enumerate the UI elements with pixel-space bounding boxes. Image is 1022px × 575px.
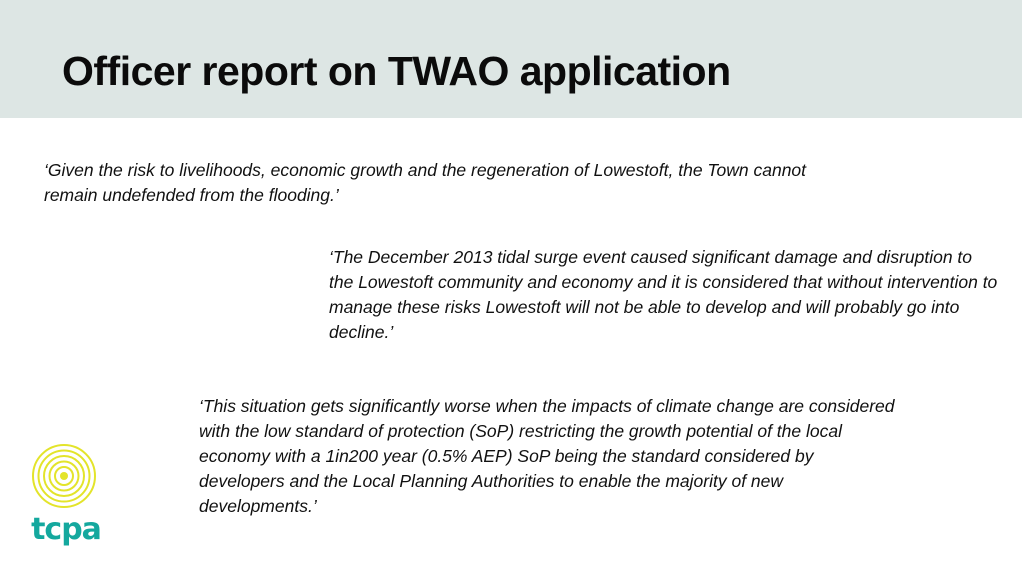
slide-title: Officer report on TWAO application <box>62 48 731 94</box>
quote-2: ‘The December 2013 tidal surge event caused significant damage and disruption to the Lowestoft community and economy and it is considered that without intervention to manage these risks Lowestoft will not be able to develop and will probably go into decline.’ <box>329 247 998 342</box>
tcpa-logo <box>26 440 106 552</box>
title-band <box>0 0 1022 118</box>
logo-wordmark: tcpa <box>31 512 101 547</box>
quote-3: ‘This situation gets significantly worse when the impacts of climate change are considered with the low standard of protection (SoP) restricting the growth potential of the local economy with a 1in200 year (0.5% AEP) SoP being the standard considered by developers and the Local Planning Authorities to enable the majority of new developments.’ <box>199 396 895 516</box>
quote-1: ‘Given the risk to livelihoods, economic growth and the regeneration of Lowestoft, the Town cannot remain undefended from the flooding.’ <box>44 160 807 205</box>
concentric-rings-icon <box>26 440 106 512</box>
